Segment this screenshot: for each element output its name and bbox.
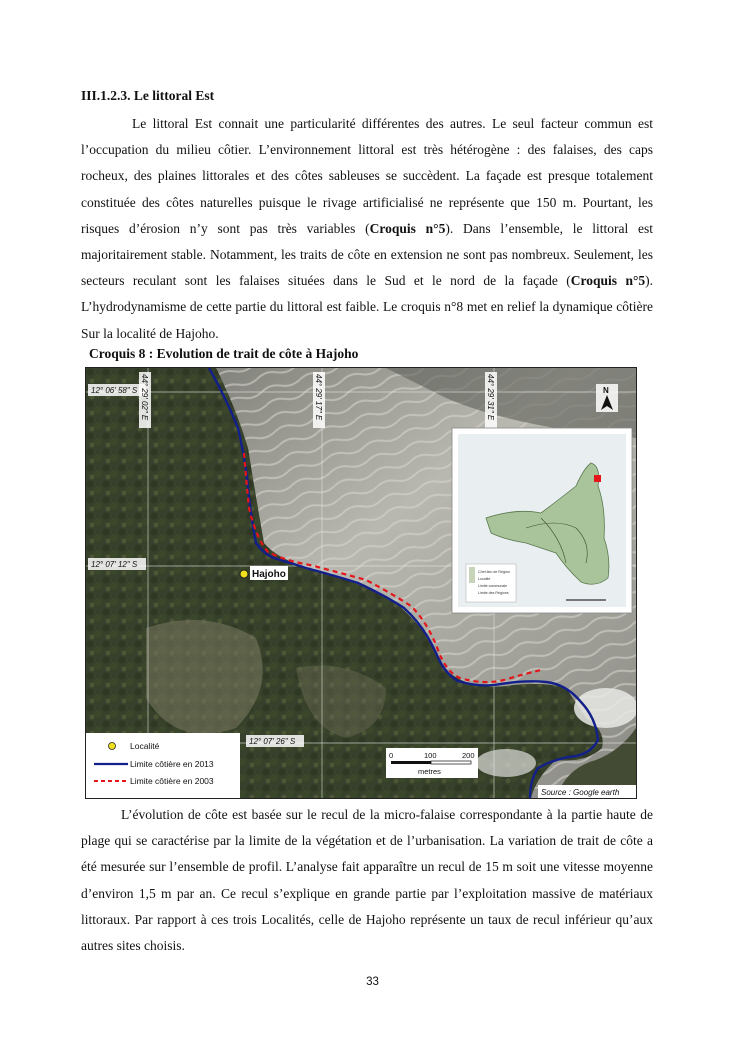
inset-legend-swatch: [469, 567, 475, 583]
paragraph-intro: [81, 111, 653, 347]
scale-segment: [391, 761, 431, 764]
lat-label-1: 12° 06' 58" S: [91, 386, 138, 395]
paragraph-intro-ref-1: Croquis n°5: [369, 220, 446, 236]
scale-bar: [386, 748, 478, 778]
place-label: Hajoho: [252, 569, 286, 580]
village-area: [146, 620, 263, 734]
cloud: [574, 688, 636, 728]
inset-legend-item: Chef-lieu de Région: [478, 570, 510, 574]
map-svg: [86, 368, 636, 798]
lon-label-2: 44° 29' 17" E: [314, 374, 323, 421]
legend-locality-icon: [109, 743, 116, 750]
section-heading: III.1.2.3. Le littoral Est: [81, 88, 215, 103]
inset-map: [452, 428, 632, 613]
lon-label-1: 44° 29' 02" E: [140, 374, 149, 421]
inset-legend-item: Localité: [478, 577, 491, 581]
page-number: 33: [366, 976, 379, 988]
paragraph-intro-part-3: ). L’hydrodynamisme de cette partie du littoral est faible. Le croquis n°8 met en relief la dynamique côtière Sur la localité de Hajoho.: [81, 273, 653, 341]
scale-tick-100: 100: [424, 751, 437, 760]
north-arrow: [596, 384, 618, 412]
scale-segment: [431, 761, 471, 764]
paragraph-intro-ref-2: Croquis n°5: [570, 273, 646, 289]
cloud: [476, 749, 536, 777]
legend-2013: Limite côtière en 2013: [130, 759, 214, 769]
lat-label-2: 12° 07' 12" S: [91, 560, 138, 569]
inset-legend-item: Limite des Régions: [478, 591, 509, 595]
locality-dot: [240, 570, 248, 578]
inset-location-marker: [594, 475, 601, 482]
map-source: Source : Google earth: [541, 788, 620, 797]
paragraph-intro-part-1: Le littoral Est connait une particularité différentes des autres. Le seul facteur commun est l’occupation du milieu côtier. L’environnement littoral est très hétérogène : des falaises, des caps rocheux, des plaines littorales et des côtes sableuses se succèdent. La façade est presque totalement constituée des côtes naturelles puisque le rivage artificialisé ne représente que 150 m. Pourtant, les risques d’érosion n’y sont pas très variables (: [81, 116, 653, 236]
scale-unit: metres: [418, 767, 441, 776]
paragraph-analysis: L’évolution de côte est basée sur le recul de la micro-falaise correspondante à la partie haute de plage qui se caractérise par la limite de la végétation et de l’urbanisation. La variation de trait de côte a été mesurée sur l’ensemble de profil. L’analyse fait apparaître un recul de 15 m soit une vitesse moyenne d’environ 1,5 m par an. Ce recul s’explique en grande partie par l’exploitation massive de matériaux littoraux. Par rapport à ces trois Localités, celle de Hajoho représente un taux de recul inférieur qu’aux autres sites choisis.: [81, 807, 653, 954]
map-legend: [86, 733, 240, 798]
legend-locality: Localité: [130, 741, 160, 751]
lon-label-3: 44° 29' 31" E: [486, 374, 495, 421]
scale-tick-0: 0: [389, 751, 394, 760]
coastline-map: [85, 367, 637, 799]
lat-label-3: 12° 07' 26" S: [249, 737, 296, 746]
scale-tick-200: 200: [462, 751, 475, 760]
paragraph-intro-part-2: ). Dans l’ensemble, le littoral est majoritairement stable. Notamment, les traits de côte en extension ne sont pas nombreux. Seulement, les secteurs reculant sont les falaises situées dans le Sud et le nord de la façade (: [81, 220, 653, 289]
inset-legend-item: Limite communale: [478, 584, 508, 588]
figure-caption: Croquis 8 : Evolution de trait de côte à Hajoho: [89, 346, 359, 361]
north-label: N: [603, 386, 609, 395]
legend-2003: Limite côtière en 2003: [130, 776, 214, 786]
